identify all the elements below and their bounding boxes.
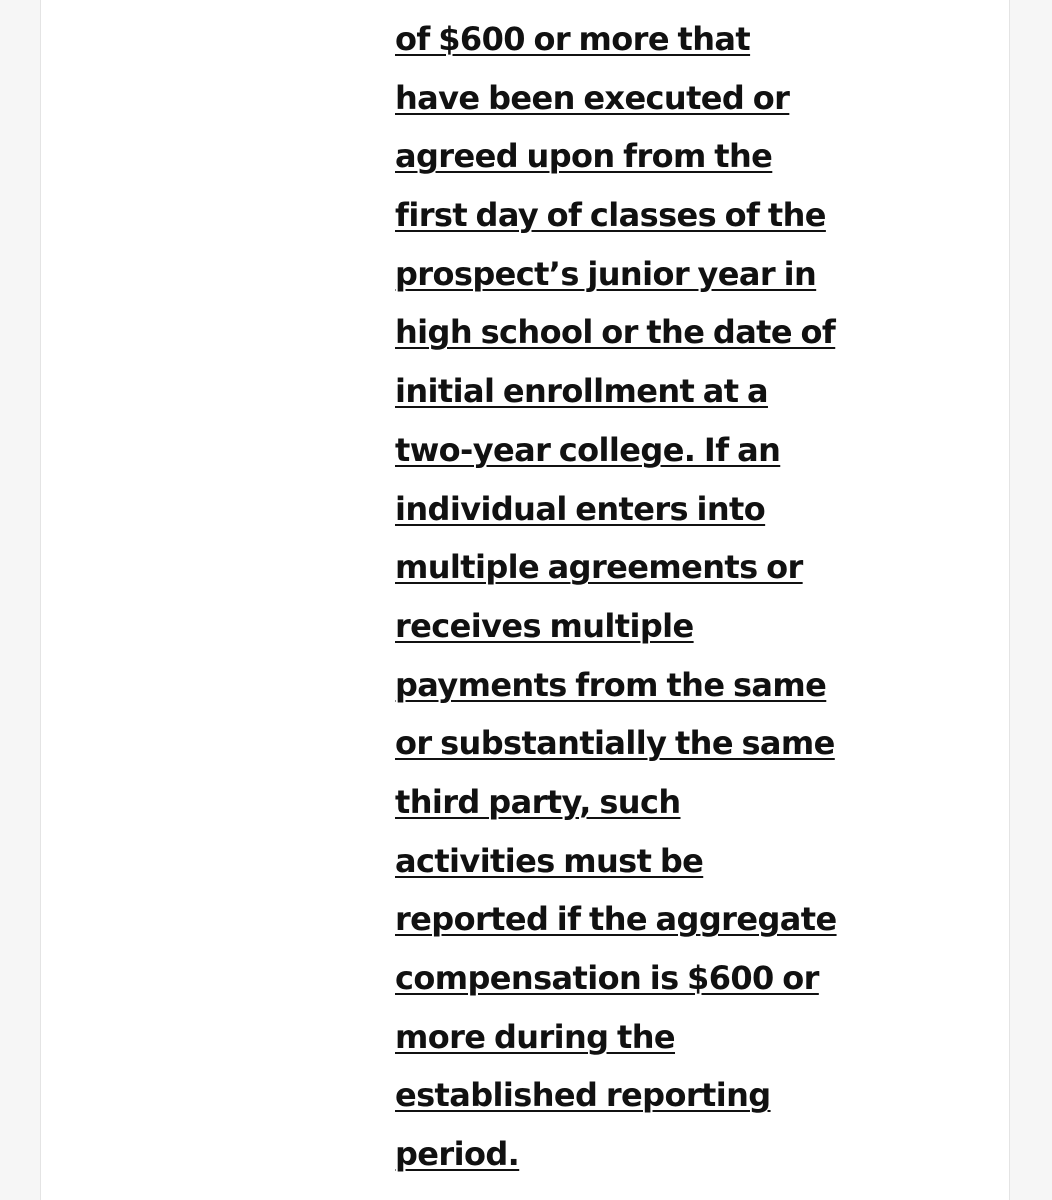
paragraph-line xyxy=(395,597,915,656)
paragraph-line-text: compensation is $600 or xyxy=(395,959,819,997)
paragraph-line xyxy=(395,303,915,362)
paragraph-line-text: third party, such xyxy=(395,782,681,821)
paragraph-line-text: activities must be xyxy=(395,841,704,880)
paragraph-line-text: established reporting xyxy=(395,1076,771,1115)
paragraph-line xyxy=(395,1008,915,1067)
paragraph-line xyxy=(395,773,915,832)
paragraph-line xyxy=(395,832,915,891)
paragraph-line xyxy=(395,127,915,186)
paragraph-line xyxy=(395,186,915,245)
paragraph-line xyxy=(395,1066,915,1125)
paragraph-line xyxy=(395,362,915,421)
paragraph-line-text: two-year college. If an xyxy=(395,430,781,469)
paragraph-line-text: reported if the aggregate xyxy=(395,900,837,939)
paragraph-line-text: receives multiple xyxy=(395,606,694,645)
underlined-paragraph xyxy=(395,10,915,1184)
paragraph-line xyxy=(395,1125,915,1184)
paragraph-line-text: or substantially the same xyxy=(395,724,835,763)
paragraph-line-text: agreed upon from the xyxy=(395,137,773,176)
paragraph-line xyxy=(395,245,915,304)
paragraph-line-text: multiple agreements or xyxy=(395,548,803,587)
paragraph-line xyxy=(395,714,915,773)
paragraph-line-text: prospect’s junior year in xyxy=(395,254,817,293)
paragraph-line xyxy=(395,890,915,949)
paragraph-line-text: more during the xyxy=(395,1017,676,1056)
paragraph-line xyxy=(395,69,915,128)
paragraph-line-text: individual enters into xyxy=(395,489,766,528)
paragraph-line-text: of $600 or more that xyxy=(395,20,751,58)
paragraph-line xyxy=(395,538,915,597)
paragraph-line xyxy=(395,480,915,539)
paragraph-line-text: payments from the same xyxy=(395,665,827,704)
paragraph-line xyxy=(395,10,915,69)
paragraph-line xyxy=(395,656,915,715)
paragraph-line xyxy=(395,949,915,1008)
paragraph-line-text: first day of classes of the xyxy=(395,196,826,235)
paragraph-line-text: have been executed or xyxy=(395,78,790,117)
paragraph-line-text: high school or the date of xyxy=(395,313,836,352)
paragraph-line-text: initial enrollment at a xyxy=(395,372,768,411)
paragraph-line-text: period. xyxy=(395,1135,520,1174)
paragraph-line xyxy=(395,421,915,480)
